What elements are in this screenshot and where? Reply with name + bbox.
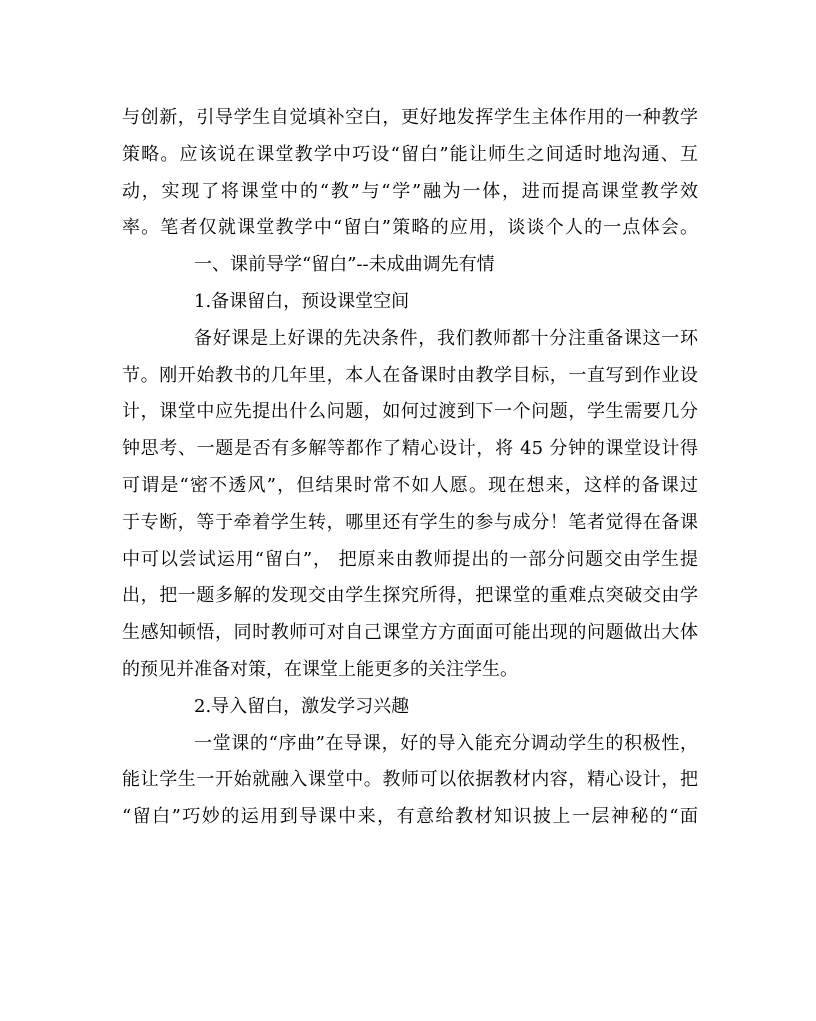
paragraph-line: 能让学生一开始就融入课堂中。教师可以依据教材内容，精心设计，把	[122, 769, 698, 791]
paragraph-line: “留白”巧妙的运用到导课中来，有意给教材知识披上一层神秘的“面	[122, 806, 698, 828]
document-body	[122, 100, 698, 836]
section-heading: 一、课前导学“留白”--未成曲调先有情	[194, 254, 495, 276]
paragraph-line: 于专断，等于牵着学生转，哪里还有学生的参与成分！笔者觉得在备课	[122, 511, 698, 533]
paragraph-line: 出，把一题多解的发现交由学生探究所得，把课堂的重难点突破交由学	[122, 585, 698, 607]
paragraph-line: 动，实现了将课堂中的“教”与“学”融为一体，进而提高课堂教学效	[122, 180, 698, 202]
paragraph-line: 中可以尝试运用“留白”， 把原来由教师提出的一部分问题交由学生提	[122, 548, 698, 570]
paragraph-line: 可谓是“密不透风”，但结果时常不如人愿。现在想来，这样的备课过	[122, 474, 698, 496]
paragraph-line: 计，课堂中应先提出什么问题，如何过渡到下一个问题，学生需要几分	[122, 401, 698, 423]
subsection-heading: 1.备课留白，预设课堂空间	[194, 290, 410, 312]
subsection-heading: 2.导入留白，激发学习兴趣	[194, 695, 410, 717]
paragraph-line: 备好课是上好课的先决条件，我们教师都十分注重备课这一环	[194, 327, 698, 349]
paragraph-line: 生感知顿悟，同时教师可对自己课堂方方面面可能出现的问题做出大体	[122, 622, 698, 644]
paragraph-line: 一堂课的“序曲”在导课，好的导入能充分调动学生的积极性，	[194, 732, 698, 754]
paragraph-line: 与创新，引导学生自觉填补空白，更好地发挥学生主体作用的一种教学	[122, 107, 698, 128]
paragraph-line: 的预见并准备对策，在课堂上能更多的关注学生。	[122, 658, 518, 680]
paragraph-line: 钟思考、一题是否有多解等都作了精心设计，将 45 分钟的课堂设计得	[122, 438, 698, 460]
paragraph-line: 策略。应该说在课堂教学中巧设“留白”能让师生之间适时地沟通、互	[122, 143, 698, 165]
paragraph-line: 节。刚开始教书的几年里，本人在备课时由教学目标，一直写到作业设	[122, 364, 698, 386]
paragraph-line: 率。笔者仅就课堂教学中“留白”策略的应用，谈谈个人的一点体会。	[122, 217, 698, 239]
